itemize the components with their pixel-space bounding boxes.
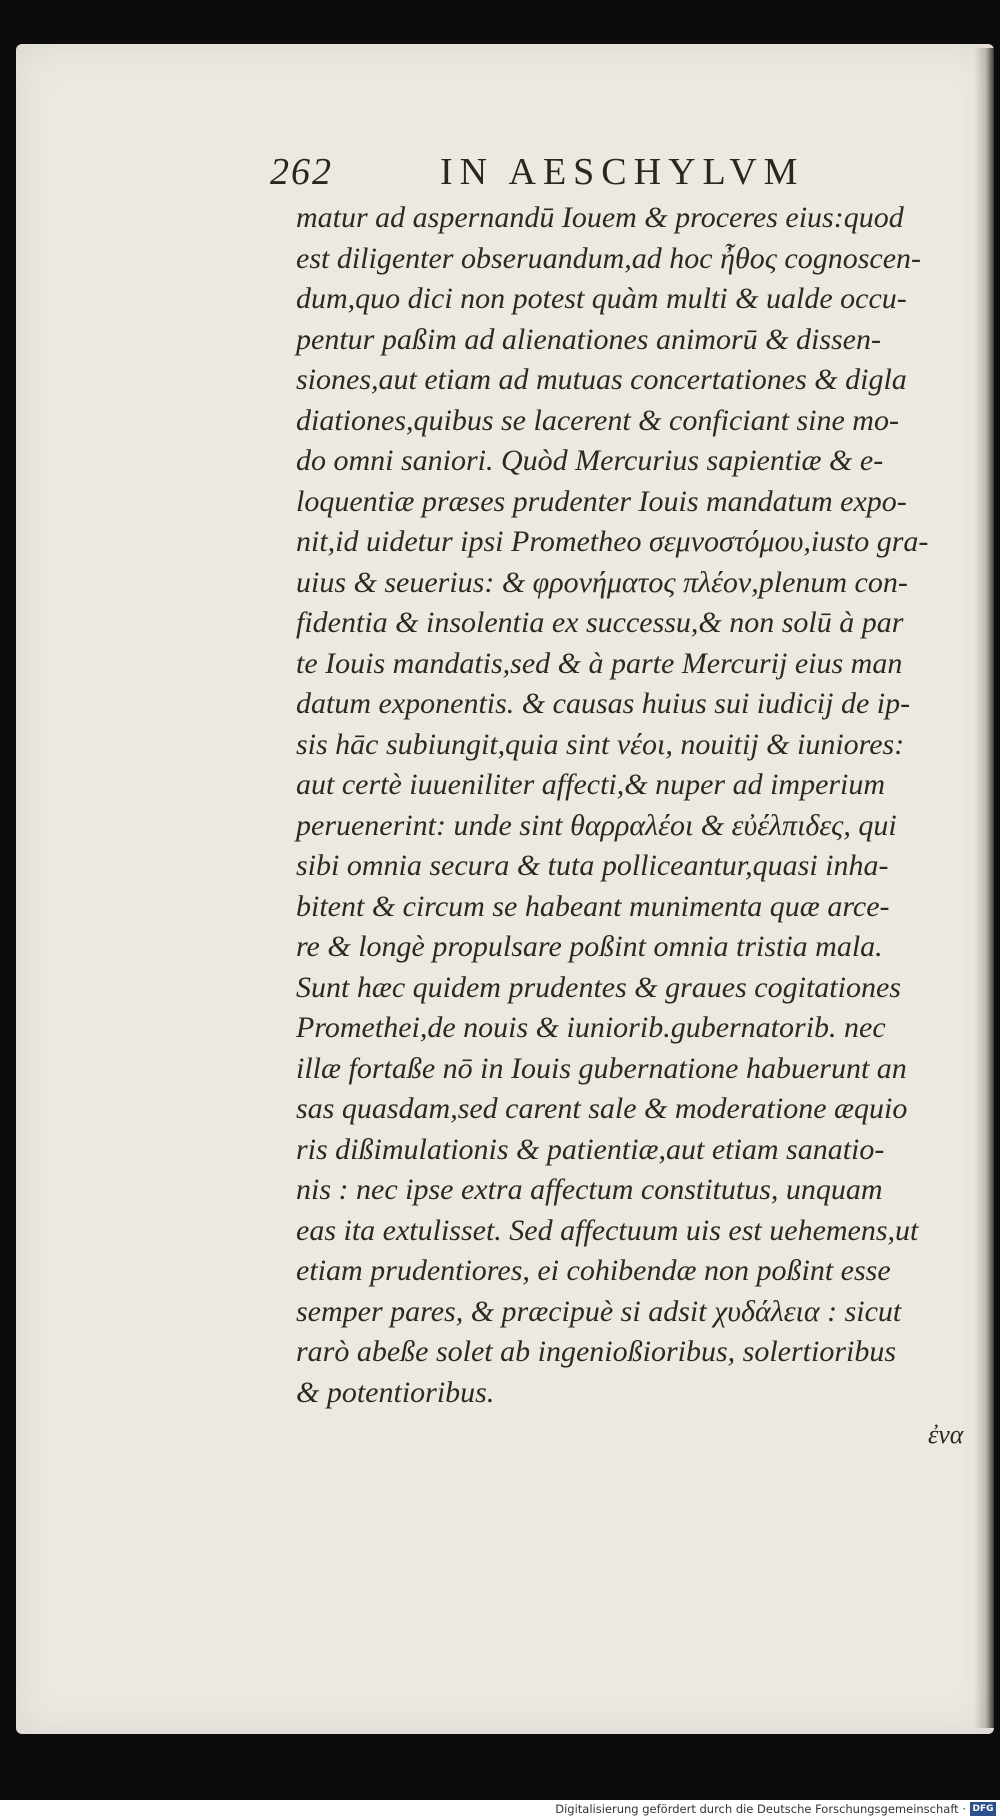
text-line: fidentia & insolentia ex successu,& non solū à par	[296, 606, 904, 639]
text-line: datum exponentis. & causas huius sui iudicij de ip-	[296, 687, 911, 720]
text-line: & potentioribus.	[296, 1375, 495, 1409]
text-line: loquentiæ præses prudenter Iouis mandatum expo-	[296, 484, 907, 518]
text-line: Sunt hæc quidem prudentes & graues cogitationes	[296, 970, 901, 1004]
text-line: pentur paßim ad alienationes animorū & dissen-	[296, 322, 881, 356]
text-line: dum,quo dici non potest quàm multi & ualde occu-	[296, 282, 907, 315]
page-gutter-shadow	[974, 48, 994, 1728]
text-line: aut certè iuueniliter affecti,& nuper ad imperium	[296, 768, 886, 801]
text-line: diationes,quibus se lacerent & conficiant sine mo-	[296, 403, 899, 437]
text-line: eas ita extulisset. Sed affectuum uis est uehemens,ut	[296, 1213, 919, 1247]
text-line: sis hāc subiungit,quia sint νέοι, nouitij & iuniores:	[296, 727, 905, 761]
text-line: Promethei,de nouis & iuniorib.gubernatorib. nec	[296, 1011, 886, 1044]
text-line: sibi omnia secura & tuta polliceantur,quasi inha-	[296, 849, 889, 882]
text-line: te Iouis mandatis,sed & à parte Mercurij eius man	[296, 646, 903, 680]
text-line: etiam prudentiores, ei cohibendæ non poßint esse	[296, 1254, 891, 1287]
text-line: peruenerint: unde sint θαρραλέοι & εὐέλπιδες, qui	[296, 808, 897, 842]
text-line: matur ad aspernandū Iouem & proceres eius:quod	[296, 201, 904, 234]
text-line: siones,aut etiam ad mutuas concertationes & digla	[296, 363, 907, 396]
text-line: est diligenter obseruandum,ad hoc ἦθος cognoscen-	[296, 241, 922, 275]
dfg-logo: DFG	[970, 1802, 996, 1816]
text-line: sas quasdam,sed carent sale & moderatione æquio	[296, 1092, 908, 1125]
footer-credit: Digitalisierung gefördert durch die Deutsche Forschungsgemeinschaft ·	[555, 1802, 966, 1816]
running-head: IN AESCHYLVM	[440, 151, 805, 193]
text-line: nis : nec ipse extra affectum constitutus, unquam	[296, 1173, 883, 1206]
text-line: illæ fortaße nō in Iouis gubernatione habuerunt an	[296, 1051, 907, 1085]
footer-bar	[0, 1800, 1000, 1819]
text-line: rarò abeße solet ab ingenioßioribus, solertioribus	[296, 1335, 896, 1368]
text-line: nit,id uidetur ipsi Prometheo σεμνοστόμου,iusto gra-	[296, 525, 929, 558]
page-header	[270, 150, 850, 200]
text-line: do omni saniori. Quòd Mercurius sapientiæ & e-	[296, 444, 884, 477]
text-line: semper pares, & præcipuè si adsit χυδάλεια : sicut	[296, 1294, 902, 1328]
body-text	[296, 198, 966, 1413]
text-line: ris dißimulationis & patientiæ,aut etiam sanatio-	[296, 1132, 885, 1166]
text-line: uius & seuerius: & φρονήματος πλέον,plenum con-	[296, 565, 908, 599]
page-number: 262	[270, 151, 333, 193]
text-line: re & longè propulsare poßint omnia tristia mala.	[296, 930, 883, 963]
catchword: ἐνα	[928, 1420, 964, 1449]
text-line: bitent & circum se habeant munimenta quæ arce-	[296, 889, 890, 923]
